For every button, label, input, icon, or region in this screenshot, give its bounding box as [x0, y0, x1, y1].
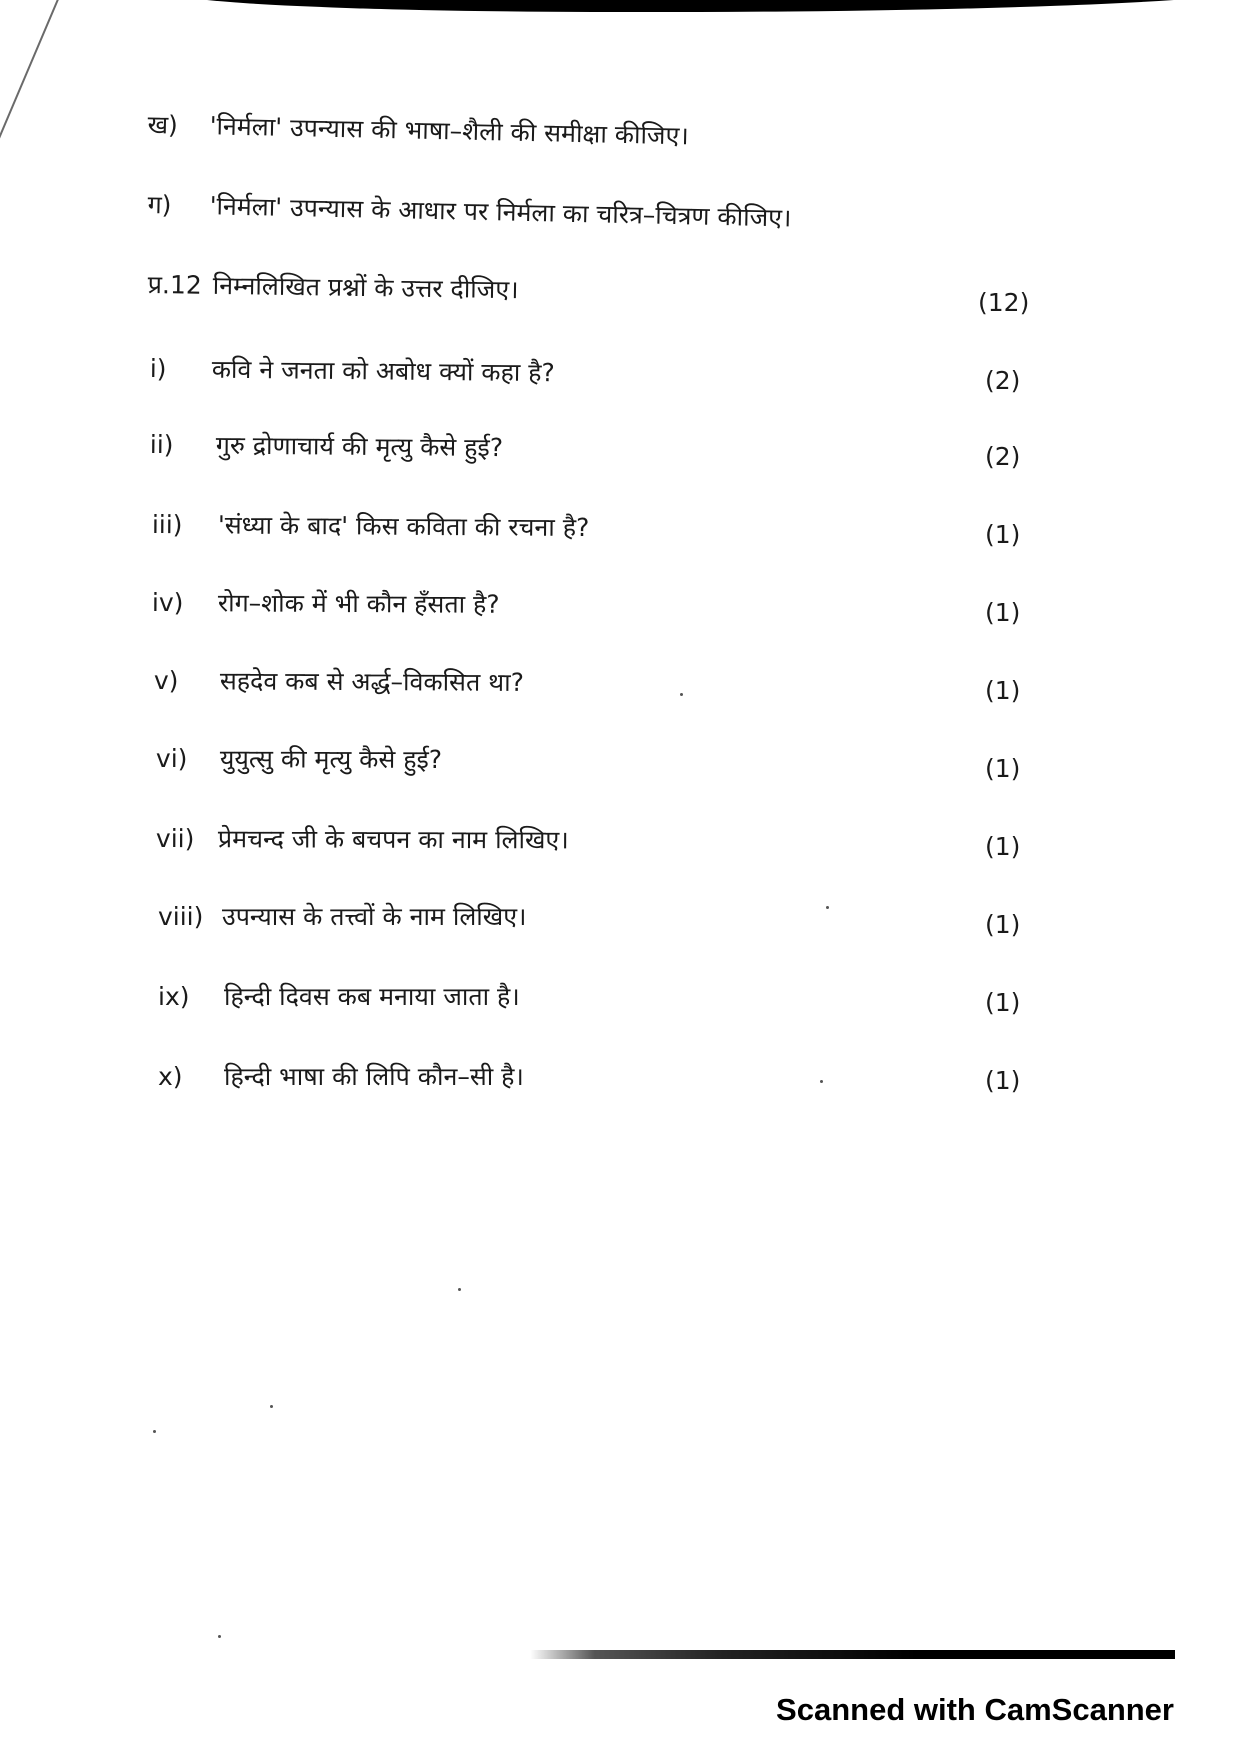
sub-question-label: iii) [151, 509, 183, 540]
scan-speck [270, 1405, 273, 1408]
sub-question-text: कवि ने जनता को अबोध क्यों कहा है? [211, 354, 555, 388]
sub-question-label: vii) [155, 824, 195, 854]
scan-speck [218, 1635, 221, 1638]
sub-question-text: रोग–शोक में भी कौन हँसता है? [217, 588, 500, 619]
question-label: ग) [147, 189, 172, 220]
sub-question-marks: (2) [985, 442, 1021, 471]
sub-question-marks: (1) [985, 754, 1021, 783]
sub-question-label: viii) [158, 902, 204, 931]
sub-question-text: हिन्दी भाषा की लिपि कौन–सी है। [224, 1062, 524, 1091]
sub-question-marks: (1) [985, 988, 1021, 1017]
question-12-marks: (12) [978, 288, 1030, 317]
scan-bottom-edge [530, 1650, 1175, 1659]
sub-question-marks: (1) [985, 598, 1021, 627]
sub-question-text: प्रेमचन्द जी के बचपन का नाम लिखिए। [217, 824, 569, 855]
sub-question-label: iv) [151, 588, 184, 618]
sub-question-marks: (2) [985, 366, 1021, 395]
sub-question-label: ix) [158, 982, 190, 1011]
scan-speck [820, 1080, 823, 1083]
sub-question-marks: (1) [985, 1066, 1021, 1095]
question-label: ख) [147, 109, 179, 140]
scan-speck [826, 906, 829, 909]
sub-question-marks: (1) [985, 520, 1021, 549]
sub-question-marks: (1) [985, 910, 1021, 939]
question-text: निम्नलिखित प्रश्नों के उत्तर दीजिए। [212, 270, 519, 305]
question-text: 'निर्मला' उपन्यास के आधार पर निर्मला का चरित्र–चित्रण कीजिए। [209, 191, 792, 233]
sub-question-text: उपन्यास के तत्त्वों के नाम लिखिए। [222, 902, 527, 931]
sub-question-label: ii) [149, 429, 174, 460]
sub-question-marks: (1) [985, 832, 1021, 861]
scan-speck [458, 1288, 461, 1291]
sub-question-label: v) [153, 666, 179, 696]
camscanner-watermark: Scanned with CamScanner [776, 1692, 1174, 1727]
sub-question-text: गुरु द्रोणाचार्य की मृत्यु कैसे हुई? [215, 430, 504, 463]
scan-speck [153, 1430, 156, 1433]
paper-crease-line [0, 0, 62, 158]
scan-speck [680, 693, 683, 696]
sub-question-text: युयुत्सु की मृत्यु कैसे हुई? [219, 744, 443, 774]
sub-question-label: x) [158, 1062, 183, 1091]
sub-question-label: vi) [155, 744, 188, 774]
sub-question-marks: (1) [985, 676, 1021, 705]
sub-question-label: i) [149, 353, 167, 384]
sub-question-text: हिन्दी दिवस कब मनाया जाता है। [224, 982, 520, 1011]
question-number: प्र.12 [147, 269, 202, 300]
sub-question-text: 'संध्या के बाद' किस कविता की रचना है? [217, 510, 590, 543]
scan-edge-shadow [170, 0, 1240, 12]
question-text: 'निर्मला' उपन्यास की भाषा–शैली की समीक्षा कीजिए। [209, 111, 690, 151]
sub-question-text: सहदेव कब से अर्द्ध–विकसित था? [219, 666, 525, 697]
